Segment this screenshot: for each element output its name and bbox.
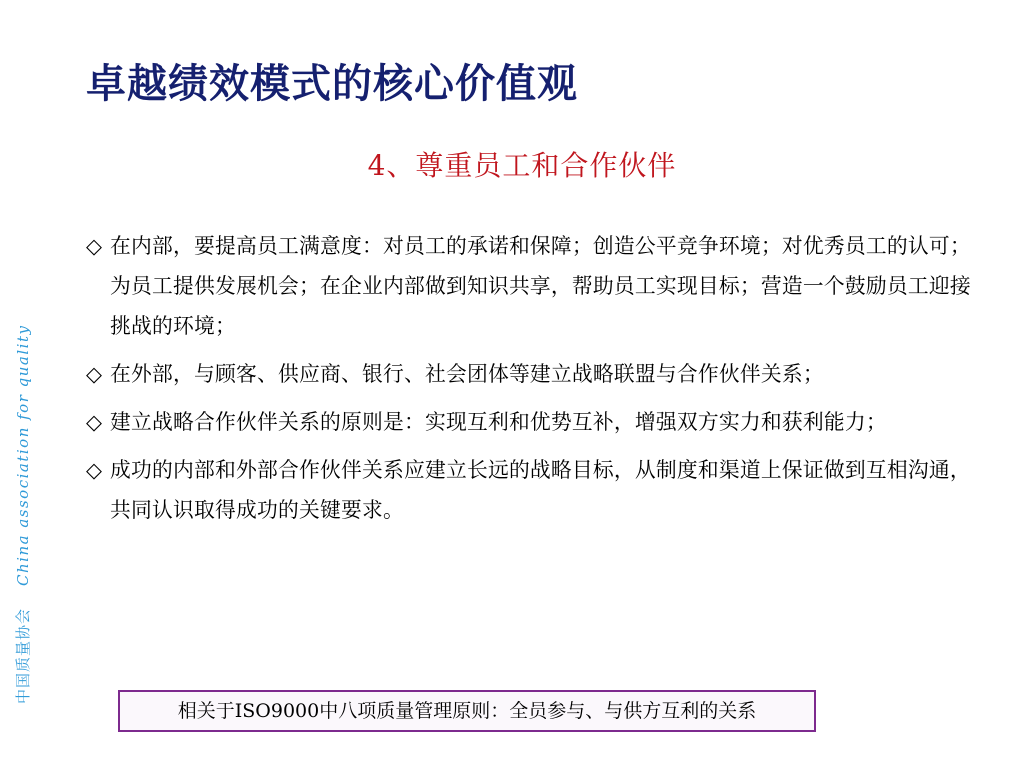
bullet-list [74, 226, 974, 538]
bullet-item-principle [74, 402, 974, 442]
slide-title: 卓越绩效模式的核心价值观 [86, 61, 578, 107]
bullet-item-external [74, 354, 974, 394]
bullet-text: 成功的内部和外部合作伙伴关系应建立长远的战略目标，从制度和渠道上保证做到互相沟通，共同认识取得成功的关键要求。 [110, 458, 971, 522]
watermark-chinese: 中国质量协会 [14, 607, 32, 704]
diamond-bullet-icon: ◇ [86, 458, 103, 482]
iso-note-box: 相关于ISO9000中八项质量管理原则：全员参与、与供方互利的关系 [118, 690, 816, 732]
watermark-english: China association for quality [14, 324, 32, 586]
bullet-item-internal [74, 226, 974, 346]
bullet-text: 在内部，要提高员工满意度：对员工的承诺和保障；创造公平竞争环境；对优秀员工的认可；为员工提供发展机会；在企业内部做到知识共享，帮助员工实现目标；营造一个鼓励员工迎接挑战的环境； [110, 234, 971, 338]
diamond-bullet-icon: ◇ [86, 362, 103, 386]
organization-watermark [12, 324, 33, 704]
bullet-text: 建立战略合作伙伴关系的原则是：实现互利和优势互补，增强双方实力和获利能力； [110, 410, 887, 434]
bullet-text: 在外部，与顾客、供应商、银行、社会团体等建立战略联盟与合作伙伴关系； [110, 362, 824, 386]
diamond-bullet-icon: ◇ [86, 410, 103, 434]
diamond-bullet-icon: ◇ [86, 234, 103, 258]
bullet-item-success [74, 450, 974, 530]
slide-subtitle: 4、尊重员工和合作伙伴 [367, 149, 677, 182]
